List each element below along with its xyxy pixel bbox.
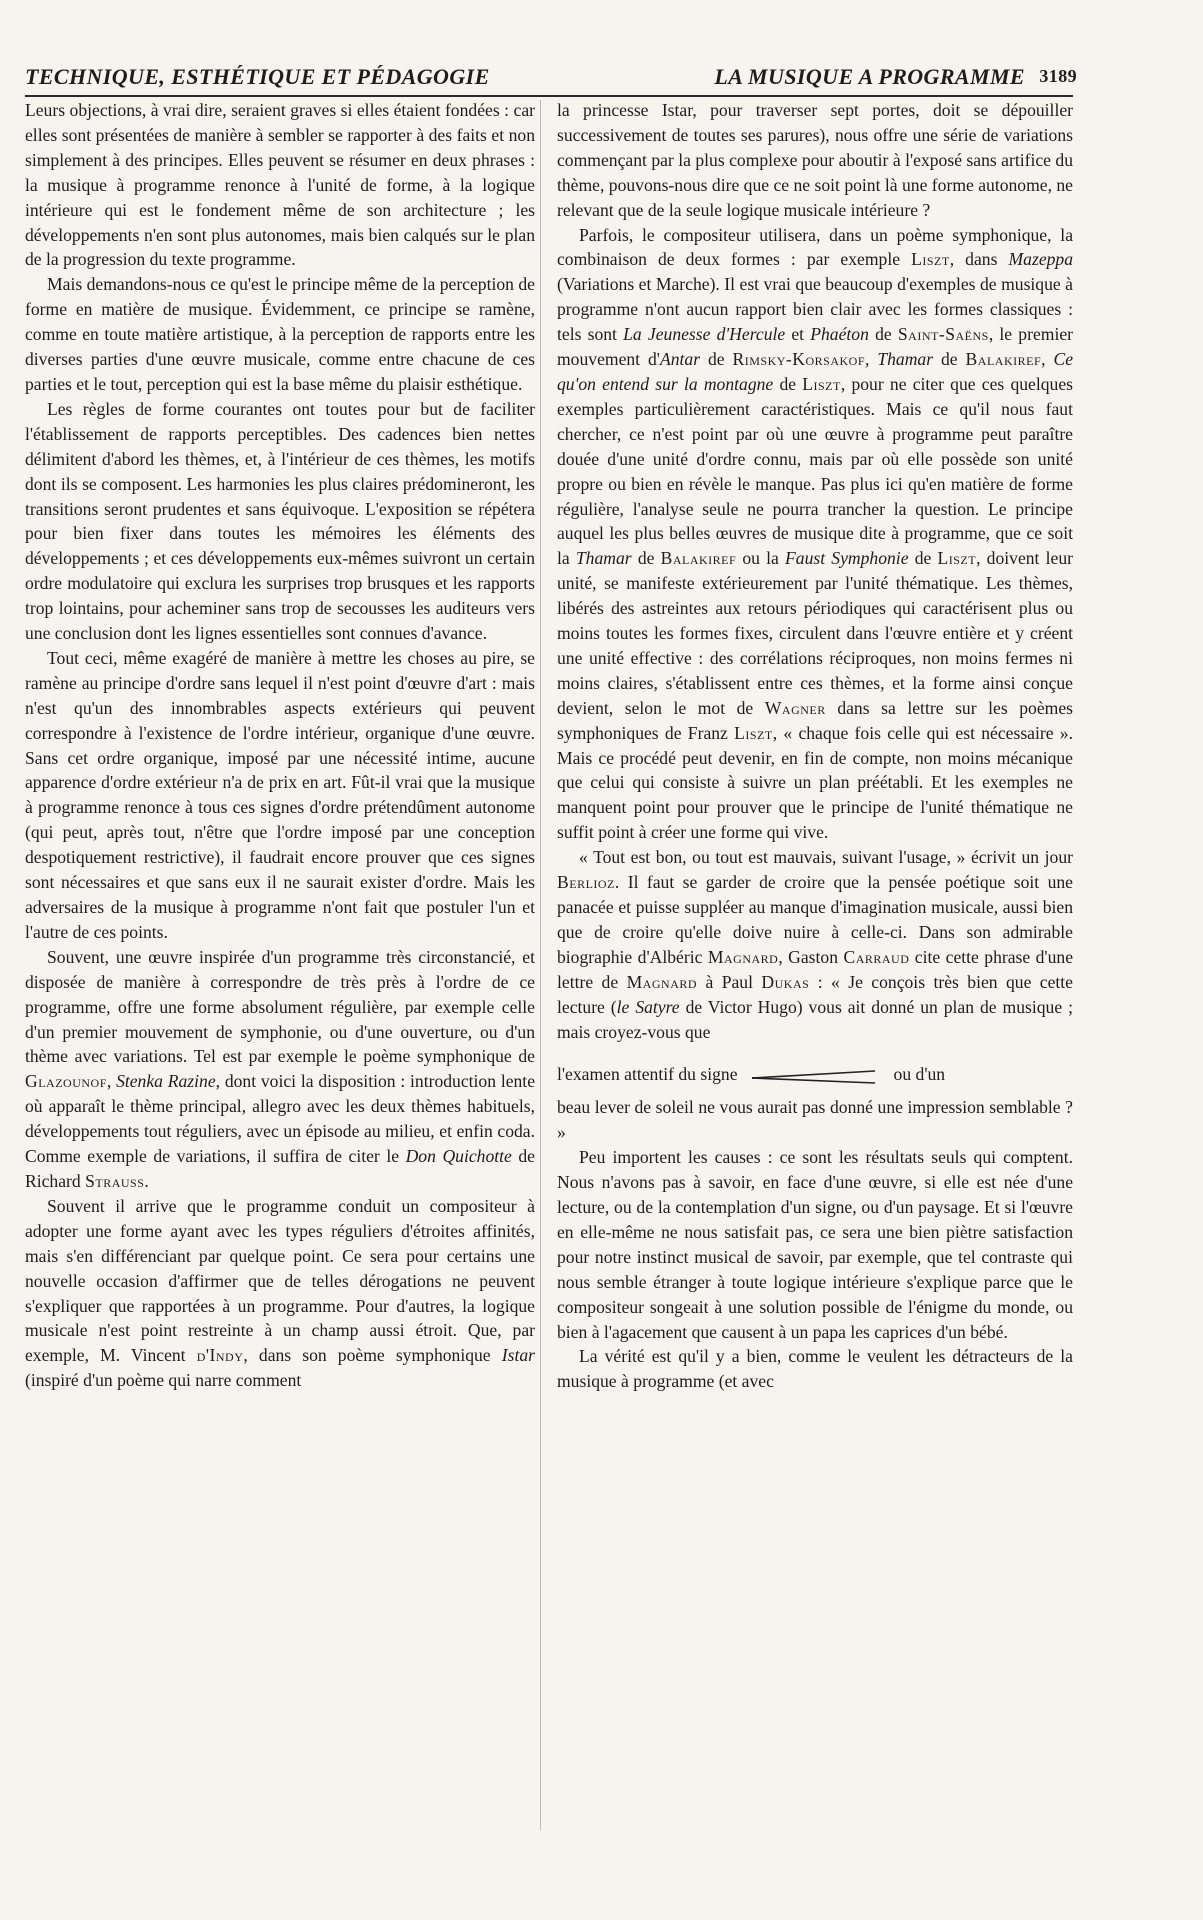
text-run: de (773, 373, 803, 394)
paragraph: la princesse Istar, pour traverser sept portes, doit se dépouiller successivement de toutes ses parures), nous offre une série de variations commençant par la plus complexe pour aboutir à l'exposé sans artifice du thème, pouvons-nous dire que ce ne soit point là une forme autonome, ne relevant que de la seule logique musicale intérieure ? (557, 100, 1073, 220)
work-title: Faust Symphonie (785, 548, 909, 569)
composer-name: Rimsky-Korsakof (732, 349, 866, 370)
paragraph (25, 945, 535, 1194)
text-run: , dans son poème symphonique (243, 1345, 502, 1366)
text-run: (inspiré d'un poème qui narre comment (25, 1370, 302, 1391)
work-title: La Jeunesse d'Hercule (623, 324, 786, 345)
paragraph (557, 845, 1073, 1044)
text-run: de (700, 349, 733, 370)
text-run: de Victor Hugo) vous ait donné un plan de musique ; mais croyez-vous que (557, 996, 1073, 1042)
text-run: , doivent leur unité, se manifeste extérieurement par l'unité thématique. Les thèmes, libérés des astreintes aux retours périodiques qui caractérisent plus ou moins toutes les formes fixes, circulent dans l'œuvre entière et y créent une unité effective : des corrélations réciproques, non moins fermes ni moins claires, s'établissent entre ces thèmes, et la forme ainsi conçue devient, selon le mot de (557, 548, 1073, 718)
paragraph (557, 223, 1073, 846)
text-run: de (868, 324, 898, 345)
composer-name: Balakiref (660, 548, 737, 569)
text-run: et (785, 324, 811, 345)
text-run: cite cette phrase d'une lettre de (557, 946, 1074, 992)
text-run: , (1041, 349, 1054, 370)
musical-sign-line (557, 1062, 1073, 1087)
composer-name: Liszt (802, 373, 841, 394)
text-run: , le premier mouvement d' (557, 324, 1073, 370)
text-run: ou la (736, 548, 786, 569)
paragraph: Les règles de forme courantes ont toutes pour but de faciliter l'établissement de rapports perceptibles. Des cadences bien nettes délimitent d'abord les thèmes, et, à l'intérieur de ces thèmes, les motifs dont ils se composent. Les harmonies les plus claires prédomineront, les transitions seront prudentes et sans équivoque. L'exposition se répétera pour bien fixer dans toutes les mémoires les éléments des développements ; et ces développements eux-mêmes suivront un certain ordre modulatoire qui exclura les surprises trop brusques et les rapports trop lointains, pour acheminer sans trop de secousses les auditeurs vers une conclusion dont les lignes essentielles sont connues d'avance. (25, 398, 535, 644)
text-run: , « chaque fois celle qui est nécessaire ». Mais ce procédé peut devenir, en fin de compte, non moins mécanique que celui qui consiste à suivre un plan préétabli. Et les exemples ne manquent point pour prouver que le principe de l'unité thématique ne suffit point à créer une forme qui vive. (557, 722, 1073, 843)
decrescendo-sign-icon (750, 1063, 880, 1087)
composer-name: Dukas (761, 971, 810, 992)
composer-name: Strauss (85, 1170, 145, 1191)
work-title: Istar (501, 1345, 535, 1366)
composer-name: Glazounof (25, 1071, 107, 1092)
work-title: Ce qu'on entend sur la montagne (557, 349, 1073, 394)
composer-name: Liszt (734, 722, 773, 743)
paragraph: Tout ceci, même exagéré de manière à mettre les choses au pire, se ramène au principe d'ordre sans lequel il n'est point d'œuvre d'art : mais n'est qu'un des innombrables aspects extérieurs qui peuvent correspondre à l'existence de l'ordre intérieur, organique d'une œuvre. Sans cet ordre organique, imposé par une nécessité intime, aucune apparence d'ordre extérieur n'a de prix en art. Fût-il vrai que la musique à programme renonce à tous ces signes d'ordre prétendûment autonome (qui peut, après tout, n'être que l'ordre imposé par une conception despotiquement restrictive), il faudrait encore prouver que ces signes sont nécessaires et que sans eux il ne saurait exister d'ordre. Mais les adversaires de la musique à programme n'ont fait que postuler l'un et l'autre de ces points. (25, 647, 535, 942)
text-run: , Gaston (778, 946, 844, 967)
composer-name: Magnard (626, 971, 698, 992)
text-run: . Il faut se garder de croire que la pensée poétique soit une panacée et puisse suppléer au manque d'imagination musicale, aussi bien que de croire qu'elle doive nuire à celle-ci. Dans son admirable biographie d'Albéric (557, 872, 1073, 967)
work-title: Phaéton (810, 324, 869, 345)
composer-name: d'Indy (196, 1345, 244, 1366)
text-run: à Paul (697, 971, 762, 992)
text-run: : « Je conçois très bien que cette lecture ( (557, 971, 1073, 1017)
text-run: , (106, 1071, 117, 1092)
paragraph: Peu importent les causes : ce sont les résultats seuls qui comptent. Nous n'avons pas à savoir, en face d'une œuvre, si elle est née d'une lecture, ou de la contemplation d'un signe, ou d'un paysage. Et si l'œuvre en elle-même ne nous satisfait pas, ce sera une bien piètre satisfaction pour notre instinct musical de savoir, par exemple, que tel contraste qui nous semble étranger à toute logique intérieure s'explique parce que le compositeur songeait à une solution possible de l'énigme du monde, ou bien à l'agacement que causent à un papa les caprices d'un bébé. (557, 1147, 1073, 1342)
text-run: « Tout est bon, ou tout est mauvais, suivant l'usage, » écrivit un jour (579, 847, 1073, 868)
text-run: . (144, 1170, 149, 1191)
composer-name: Liszt (937, 548, 977, 569)
text-run: dans sa lettre sur les poèmes symphoniques de Franz (557, 697, 1073, 743)
work-title: Stenka Razine (116, 1071, 216, 1092)
composer-name: Magnard (707, 946, 779, 967)
running-header (25, 64, 1077, 92)
header-right-title: LA MUSIQUE A PROGRAMME (714, 64, 1025, 89)
composer-name: Wagner (764, 697, 826, 718)
text-run: (Variations et Marche). Il est vrai que beaucoup d'exemples de musique à programme n'ont aucun rapport bien clair avec les formes classiques : tels sont (557, 274, 1073, 345)
right-column (557, 98, 1073, 1394)
composer-name: Balakiref (965, 349, 1042, 370)
text-run: de Richard (25, 1146, 535, 1191)
paragraph: Mais demandons-nous ce qu'est le principe même de la perception de forme en matière de musique. Évidemment, ce principe se ramène, comme en toute matière artistique, à la perception de rapports entre les diverses parties d'une œuvre musicale, comme entre chacune de ces parties et le tout, perception qui est la base même du plaisir esthétique. (25, 274, 535, 394)
text-run: ou d'un (893, 1064, 946, 1085)
work-title: Thamar (877, 349, 934, 370)
composer-name: Berlioz (557, 872, 615, 893)
paragraph: Leurs objections, à vrai dire, seraient graves si elles étaient fondées : car elles sont présentées de manière à sembler se rapporter à des faits et non simplement à des principes. Elles peuvent se résumer en deux phrases : la musique à programme renonce à l'unité de forme, à la logique intérieure qui est le fondement même de son architecture ; les développements n'en sont plus autonomes, mais bien calqués sur le plan de la progression du texte programme. (25, 100, 535, 270)
work-title: Antar (659, 349, 701, 370)
text-run: Souvent il arrive que le programme conduit un compositeur à adopter une forme ayant avec les types réguliers d'étroites affinités, mais s'en différenciant par quelque point. Ce sera pour certains une nouvelle occasion d'affirmer que de telles dérogations ne peuvent s'expliquer que rapportées à un programme. Pour d'autres, la logique musicale n'est point restreinte à un champ aussi étroit. Que, par exemple, M. Vincent (25, 1195, 535, 1366)
work-title: Don Quichotte (405, 1146, 512, 1167)
text-run: , dont voici la disposition : introduction lente où apparaît le thème principal, allegro avec les deux thèmes habituels, développements tout réguliers, avec un épisode au milieu, et enfin coda. Comme exemple de variations, il suffira de citer le (25, 1071, 536, 1167)
paragraph: La vérité est qu'il y a bien, comme le veulent les détracteurs de la musique à programme (et avec (557, 1346, 1073, 1392)
text-run: de (631, 548, 661, 569)
paragraph (25, 1194, 535, 1393)
text-run: l'examen attentif du signe (557, 1064, 738, 1085)
work-title: le Satyre (616, 996, 680, 1017)
header-left-title: TECHNIQUE, ESTHÉTIQUE ET PÉDAGOGIE (25, 64, 490, 89)
text-run: , (865, 349, 878, 370)
paragraph: beau lever de soleil ne vous aurait pas donné une impression semblable ? » (557, 1097, 1073, 1143)
text-run: , dans (949, 249, 1009, 270)
work-title: Mazeppa (1008, 249, 1074, 270)
text-run: , pour ne citer que ces quelques exemples particulièrement caractéristiques. Mais ce qu'il nous faut chercher, ce n'est point par où une œuvre à programme peut paraître douée d'une unité d'ordre connu, mais par où elle possède son unité propre ou bien en révèle le manque. Pas plus ici qu'en matière de forme régulière, l'analyse seule ne pourra trancher la question. Le principe auquel les plus belles œuvres de musique dite à programme, que ce soit la (557, 373, 1073, 569)
column-divider (540, 100, 541, 1830)
work-title: Thamar (575, 548, 632, 569)
text-run: de (933, 349, 966, 370)
composer-name: Liszt (911, 249, 950, 270)
composer-name: Saint-Saëns (897, 324, 989, 345)
header-rule (25, 95, 1073, 97)
text-run: Parfois, le compositeur utilisera, dans un poème symphonique, la combinaison de deux formes : par exemple (557, 224, 1073, 270)
text-run: de (908, 548, 938, 569)
left-column (25, 98, 535, 1393)
page-number: 3189 (1039, 66, 1077, 86)
author-name: Carraud (843, 946, 910, 967)
text-run: Souvent, une œuvre inspirée d'un programme très circonstancié, et disposée de manière à correspondre de très près à l'ordre de ce programme, offre une forme absolument régulière, par exemple celle d'un premier mouvement de symphonie, ou d'une ouverture, ou d'un thème avec variations. Tel est par exemple le poème symphonique de (25, 946, 535, 1067)
